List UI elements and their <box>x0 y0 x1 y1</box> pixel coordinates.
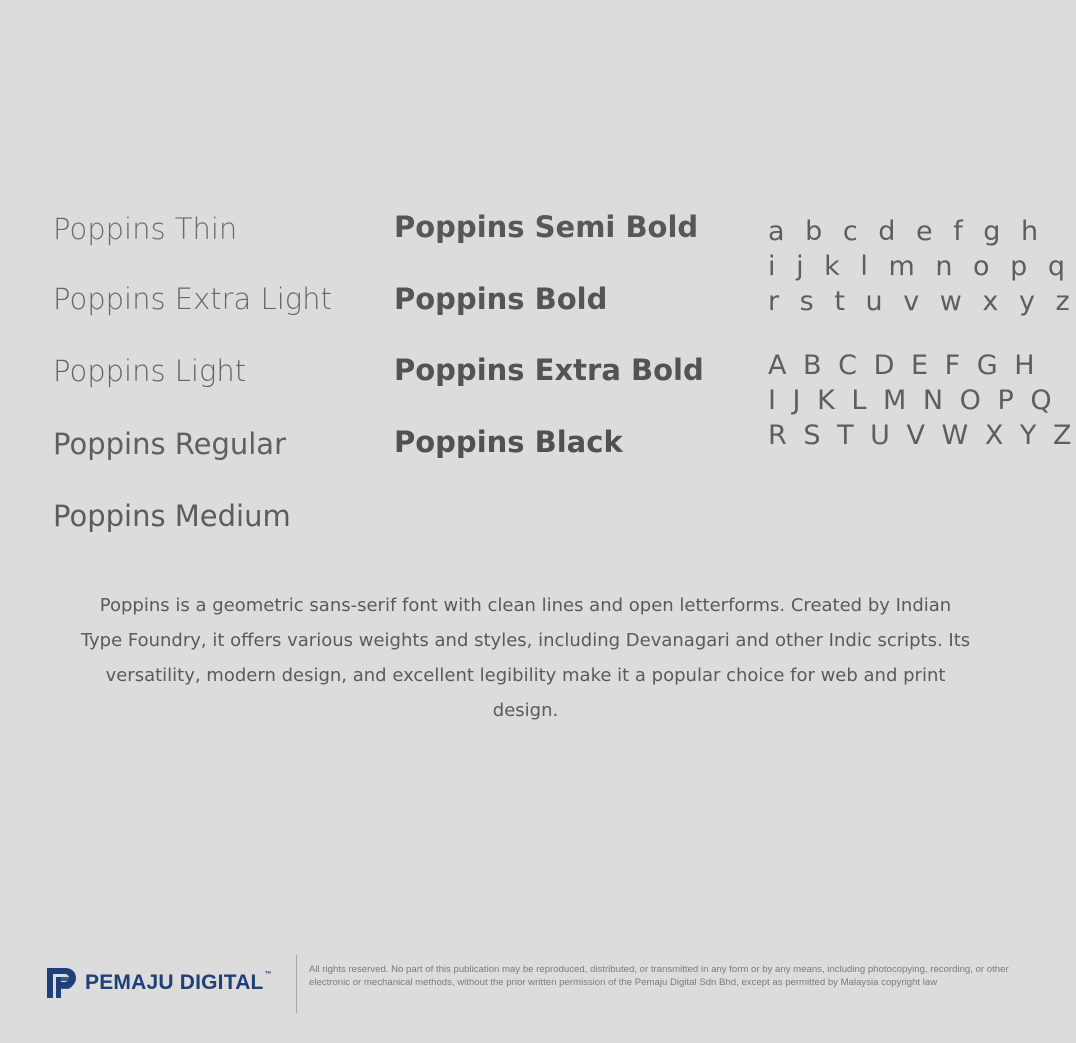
weight-sample-thin: Poppins Thin <box>53 212 238 246</box>
brand-logo <box>46 966 272 1000</box>
weight-sample-light: Poppins Light <box>53 354 247 388</box>
footer-divider <box>296 955 297 1013</box>
font-description: Poppins is a geometric sans-serif font with clean lines and open letterforms. Created by Indian Type Foundry, it offers various weights and styles, including Devanagari and other Indic scripts. Its versatility, modern design, and excellent legibility make it a popular choice for web and print design. <box>80 595 971 721</box>
uppercase-alphabet <box>768 348 1076 453</box>
lowercase-alphabet <box>768 214 1076 319</box>
weight-sample-semi-bold: Poppins Semi Bold <box>394 210 699 244</box>
weight-sample-black: Poppins Black <box>394 425 623 459</box>
alphabet-line: I J K L M N O P Q <box>768 385 1056 416</box>
alphabet-line: a b c d e f g h <box>768 216 1045 247</box>
weight-sample-medium: Poppins Medium <box>53 499 291 533</box>
alphabet-line: R S T U V W X Y Z <box>768 420 1076 451</box>
weight-sample-regular: Poppins Regular <box>53 427 287 461</box>
weight-sample-bold: Poppins Bold <box>394 282 608 316</box>
brand-name: PEMAJU DIGITAL™ <box>85 971 272 994</box>
alphabet-line: i j k l m n o p q <box>768 251 1072 282</box>
alphabet-line: A B C D E F G H <box>768 350 1039 381</box>
alphabet-line: r s t u v w x y z <box>768 286 1076 317</box>
weight-sample-extra-bold: Poppins Extra Bold <box>394 353 704 387</box>
pemaju-logo-icon <box>46 966 80 1000</box>
weight-sample-extra-light: Poppins Extra Light <box>53 282 332 316</box>
trademark-symbol: ™ <box>264 971 272 978</box>
copyright-notice: All rights reserved. No part of this publication may be reproduced, distributed, or transmitted in any form or by any means, including photocopying, recording, or other electronic or mechanical methods, without the prior written permission of the Pemaju Digital Sdn Bhd, except as permitted by Malaysia copyright law <box>309 964 1009 988</box>
